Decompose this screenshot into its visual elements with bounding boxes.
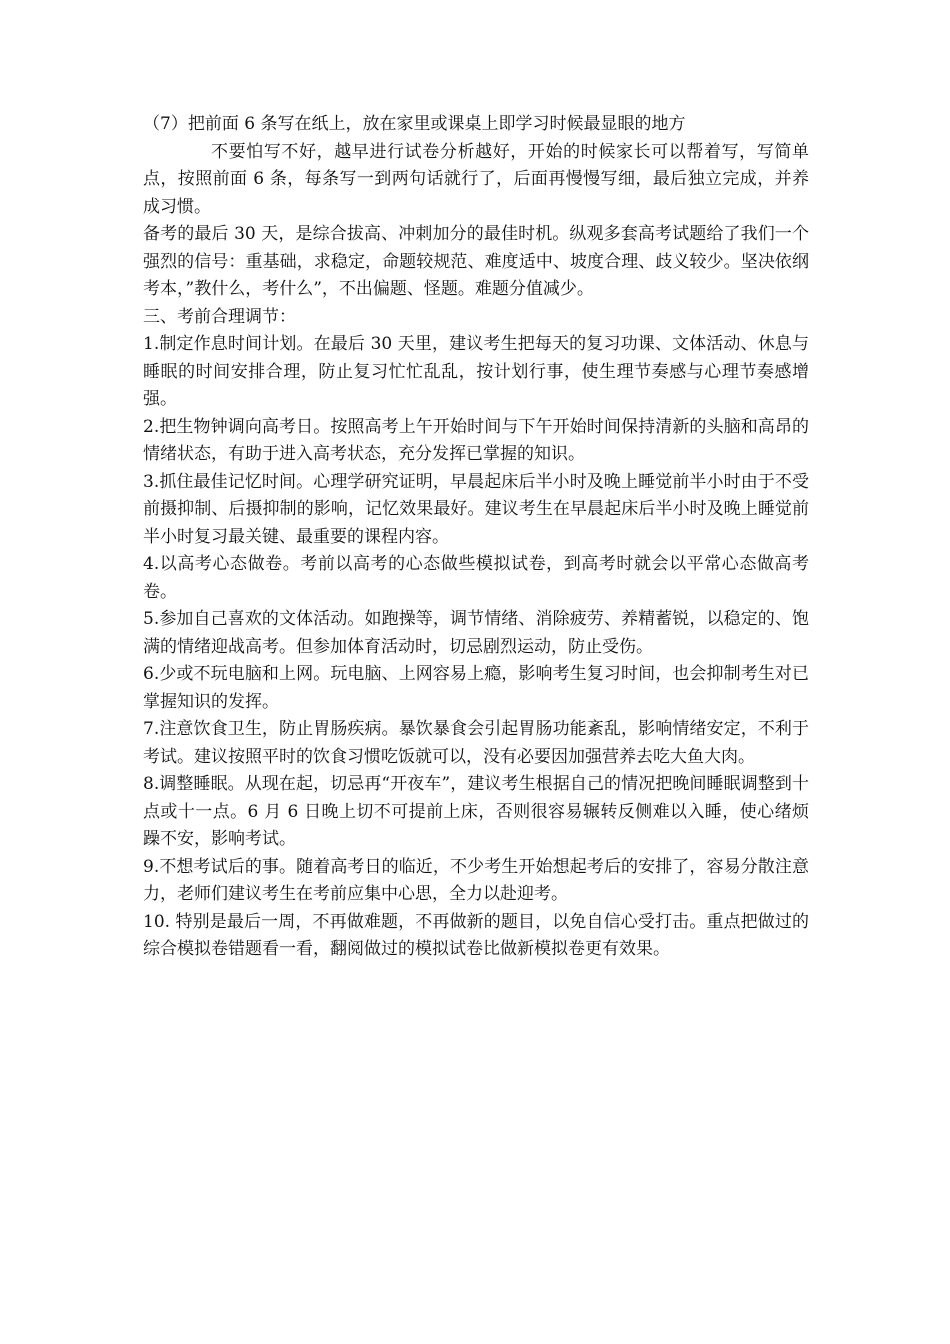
list-item-10: 10. 特别是最后一周，不再做难题，不再做新的题目，以免自信心受打击。重点把做过的综合模拟卷错题看一看，翻阅做过的模拟试卷比做新模拟卷更有效果。: [143, 911, 809, 959]
paragraph-final-30-days: 备考的最后 30 天，是综合拔高、冲刺加分的最佳时机。纵观多套高考试题给了我们一个强烈的信号：重基础，求稳定，命题较规范、难度适中、坡度合理、歧义较少。坚决依纲考本，”教什么，考什么”，不出偏题、怪题。难题分值减少。: [143, 224, 809, 299]
list-item-1: 1.制定作息时间计划。在最后 30 天里，建议考生把每天的复习功课、文体活动、休息与睡眠的时间安排合理，防止复习忙忙乱乱，按计划行事，使生理节奏感与心理节奏感增强。: [143, 334, 809, 409]
paragraph-item-7: （7）把前面 6 条写在纸上，放在家里或课桌上即学习时候最显眼的地方: [143, 114, 686, 134]
list-item-5: 5.参加自己喜欢的文体活动。如跑操等，调节情绪、消除疲劳、养精蓄锐，以稳定的、饱满的情绪迎战高考。但参加体育活动时，切忌剧烈运动，防止受伤。: [143, 609, 809, 657]
list-item-4: 4.以高考心态做卷。考前以高考的心态做些模拟试卷，到高考时就会以平常心态做高考卷。: [143, 554, 809, 602]
paragraph-analysis-advice: 不要怕写不好，越早进行试卷分析越好，开始的时候家长可以帮着写，写简单点，按照前面 6 条，每条写一到两句话就行了，后面再慢慢写细，最后独立完成，并养成习惯。: [143, 141, 809, 217]
list-item-6: 6.少或不玩电脑和上网。玩电脑、上网容易上瘾，影响考生复习时间，也会抑制考生对已掌握知识的发挥。: [143, 664, 809, 712]
section-heading: 三、考前合理调节：: [143, 306, 296, 327]
list-item-3: 3.抓住最佳记忆时间。心理学研究证明，早晨起床后半小时及晚上睡觉前半小时由于不受前摄抑制、后摄抑制的影响，记忆效果最好。建议考生在早晨起床后半小时及晚上睡觉前半小时复习最关键、最重要的课程内容。: [143, 471, 809, 547]
list-item-9: 9.不想考试后的事。随着高考日的临近，不少考生开始想起考后的安排了，容易分散注意力，老师们建议考生在考前应集中心思，全力以赴迎考。: [143, 856, 809, 904]
list-item-2: 2.把生物钟调向高考日。按照高考上午开始时间与下午开始时间保持清新的头脑和高昂的情绪状态，有助于进入高考状态，充分发挥已掌握的知识。: [143, 416, 809, 464]
list-item-7: 7.注意饮食卫生，防止胃肠疾病。暴饮暴食会引起胃肠功能紊乱，影响情绪安定，不利于考试。建议按照平时的饮食习惯吃饭就可以，没有必要因加强营养去吃大鱼大肉。: [143, 719, 809, 767]
list-item-8: 8.调整睡眠。从现在起，切忌再“开夜车”，建议考生根据自己的情况把晚间睡眠调整到十点或十一点。6 月 6 日晚上切不可提前上床，否则很容易辗转反侧难以入睡，使心绪烦躁不安，影响考试。: [143, 774, 809, 849]
document-body: [143, 111, 809, 964]
